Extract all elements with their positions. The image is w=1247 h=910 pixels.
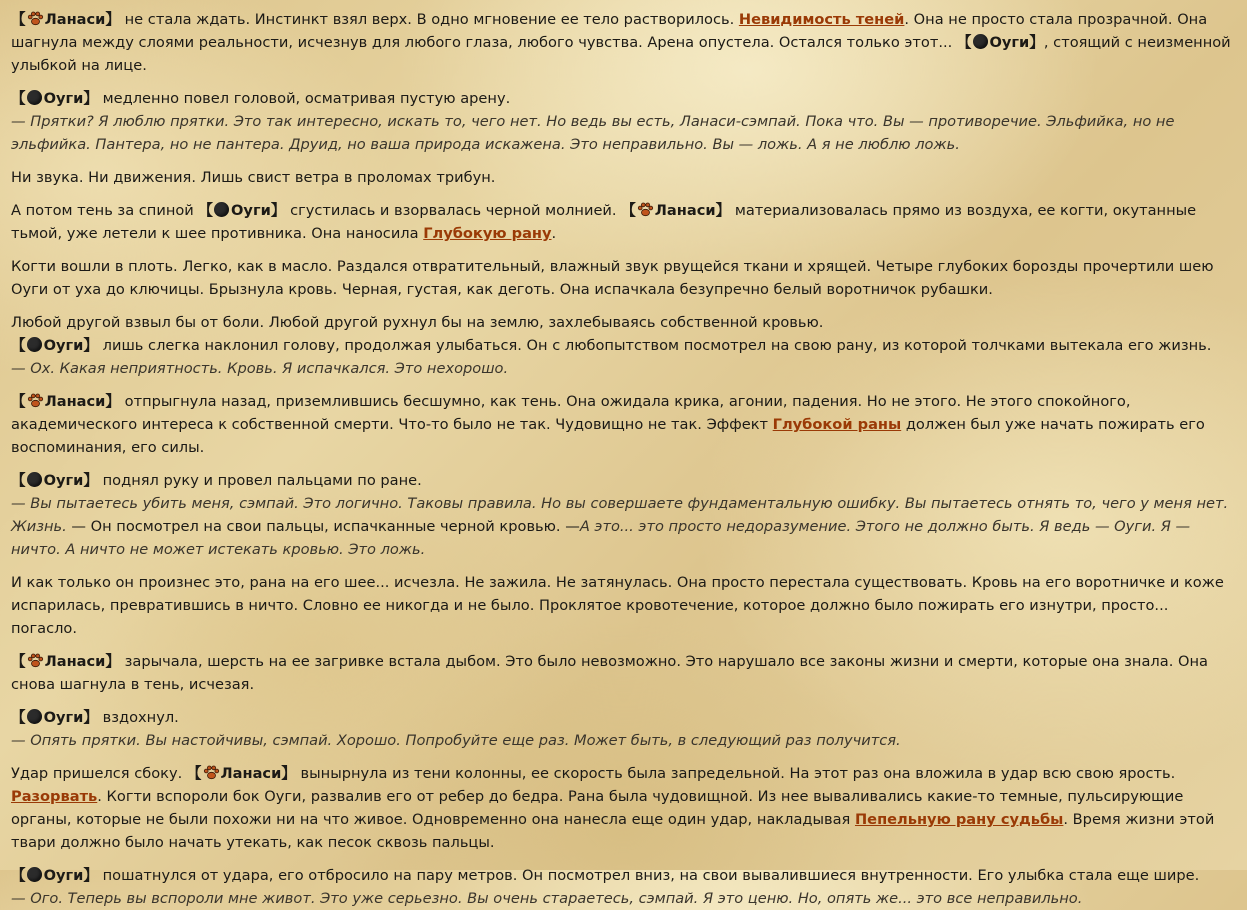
bracket-close: 】 <box>105 11 120 28</box>
narration: . Когти вспороли бок Оуги, развалив его от ребер до бедра. Рана была чудовищной. Из нее вываливались какие-то темные, пульсирующие органы, которые не были похожи ни на что живое. Одновременно она нанесла еще один удар, накладывая <box>11 788 1184 828</box>
black-orb-icon <box>973 34 988 49</box>
character-name: Оуги <box>43 709 84 726</box>
character-name: Оуги <box>43 337 84 354</box>
character-name: Ланаси <box>44 393 106 410</box>
character-tag-lanasi[interactable] <box>11 393 120 410</box>
bracket-close: 】 <box>83 867 98 884</box>
bracket-open: 【 <box>11 11 26 28</box>
dialogue: — Вы пытаетесь убить меня, сэмпай. Это логично. Таковы правила. Но вы совершаете фундаментальную ошибку. Вы пытаетесь отнять то, чего у меня нет. Жизнь. <box>11 495 1229 535</box>
narration: Любой другой взвыл бы от боли. Любой другой рухнул бы на землю, захлебываясь собственной кровью. <box>11 314 824 331</box>
bracket-close: 】 <box>1029 34 1044 51</box>
character-name: Ланаси <box>220 765 282 782</box>
narration: лишь слегка наклонил голову, продолжая улыбаться. Он с любопытством посмотрел на свою рану, из которой толчками вытекала его жизнь. <box>102 337 1212 354</box>
character-name: Ланаси <box>654 202 716 219</box>
bracket-open: 【 <box>11 709 26 726</box>
paragraph <box>11 311 1237 380</box>
bracket-open: 【 <box>186 765 202 782</box>
dialogue: — Прятки? Я люблю прятки. Это так интересно, искать то, чего нет. Но ведь вы есть, Ланаси-сэмпай. Пока что. Вы — противоречие. Эльфийка, но не эльфийка. Пантера, но не пантера. Друид, но ваша природа искажена. Это неправильно. Вы — ложь. А я не люблю ложь. <box>11 113 1175 153</box>
paw-icon <box>27 10 44 25</box>
black-orb-icon <box>214 202 229 217</box>
dialogue: А это... это просто недоразумение. Этого не должно быть. Я ведь — Оуги. Я — ничто. А ничто не может истекать кровью. Это ложь. <box>11 518 1191 558</box>
character-tag-lanasi[interactable] <box>11 653 120 670</box>
narration: . <box>551 225 557 242</box>
paragraph <box>11 571 1237 640</box>
bracket-close: 】 <box>715 202 731 219</box>
paragraph <box>11 864 1237 910</box>
bracket-open: 【 <box>956 34 972 51</box>
dialogue: — Ого. Теперь вы вспороли мне живот. Это уже серьезно. Вы очень стараетесь, сэмпай. Я это ценю. Но, опять же... это все неправильно. <box>11 890 1083 907</box>
character-tag-ougi[interactable] <box>11 90 98 107</box>
bracket-close: 】 <box>83 709 98 726</box>
narration: — Он посмотрел на свои пальцы, испачканные черной кровью. — <box>71 518 580 535</box>
character-name: Оуги <box>43 867 84 884</box>
character-name: Оуги <box>231 202 271 219</box>
narration: сгустилась и взорвалась черной молнией. <box>290 202 617 219</box>
bracket-open: 【 <box>621 202 636 219</box>
dialogue: — Ох. Какая неприятность. Кровь. Я испачкался. Это нехорошо. <box>11 360 509 377</box>
black-orb-icon <box>27 867 42 882</box>
narration: вынырнула из тени колонны, ее скорость была запредельной. На этот раз она вложила в удар всю свою ярость. <box>300 765 1176 782</box>
narration: должен был уже начать пожирать его воспоминания, его силы. <box>11 416 1205 456</box>
bracket-close: 】 <box>83 472 98 489</box>
bracket-open: 【 <box>11 393 26 410</box>
bracket-close: 】 <box>270 202 286 219</box>
character-tag-lanasi[interactable] <box>621 202 730 219</box>
black-orb-icon <box>27 709 42 724</box>
character-name: Оуги <box>43 90 84 107</box>
bracket-open: 【 <box>11 337 26 354</box>
narration: медленно повел головой, осматривая пустую арену. <box>102 90 511 107</box>
paw-icon <box>27 652 44 667</box>
bracket-open: 【 <box>11 653 26 670</box>
character-tag-ougi[interactable] <box>198 202 285 219</box>
narration: Ни звука. Ни движения. Лишь свист ветра в проломах трибун. <box>11 169 496 186</box>
narration: пошатнулся от удара, его отбросило на пару метров. Он посмотрел вниз, на свои вывалившиеся внутренности. Его улыбка стала еще шире. <box>102 867 1200 884</box>
paw-icon <box>203 764 220 779</box>
character-name: Ланаси <box>44 11 106 28</box>
black-orb-icon <box>27 472 42 487</box>
character-name: Оуги <box>989 34 1030 51</box>
narration: И как только он произнес это, рана на его шее... исчезла. Не зажила. Не затянулась. Она просто перестала существовать. Кровь на его воротничке и коже испарилась, превратившись в ничто. Словно ее никогда и не было. Проклятое кровотечение, которое должно было пожирать его изнутри, просто... погасло. <box>11 574 1224 637</box>
bracket-open: 【 <box>11 472 26 489</box>
paragraph <box>11 8 1237 77</box>
paragraph <box>11 650 1237 696</box>
skill-link[interactable]: Глубокую рану <box>423 225 552 242</box>
character-tag-lanasi[interactable] <box>187 765 296 782</box>
bracket-open: 【 <box>11 867 26 884</box>
character-name: Оуги <box>43 472 84 489</box>
character-tag-ougi[interactable] <box>11 472 98 489</box>
narration: зарычала, шерсть на ее загривке встала дыбом. Это было невозможно. Это нарушало все законы жизни и смерти, которые она знала. Она снова шагнула в тень, исчезая. <box>11 653 1208 693</box>
paw-icon <box>27 392 44 407</box>
narration: . Время жизни этой твари должно было начать утекать, как песок сквозь пальцы. <box>11 811 1215 851</box>
paragraph <box>11 87 1237 156</box>
dialogue: — Опять прятки. Вы настойчивы, сэмпай. Хорошо. Попробуйте еще раз. Может быть, в следующий раз получится. <box>11 732 901 749</box>
bracket-close: 】 <box>105 653 120 670</box>
paragraph <box>11 166 1237 189</box>
paragraph <box>11 469 1237 561</box>
narration: поднял руку и провел пальцами по ране. <box>102 472 422 489</box>
paragraph <box>11 706 1237 752</box>
character-tag-ougi[interactable] <box>11 709 98 726</box>
paragraph <box>11 390 1237 459</box>
narration: Удар пришелся сбоку. <box>11 765 183 782</box>
bracket-close: 】 <box>83 337 98 354</box>
bracket-open: 【 <box>198 202 214 219</box>
black-orb-icon <box>27 337 42 352</box>
character-name: Ланаси <box>44 653 106 670</box>
bracket-close: 】 <box>83 90 98 107</box>
character-tag-ougi[interactable] <box>11 337 98 354</box>
character-tag-lanasi[interactable] <box>11 11 120 28</box>
skill-link[interactable]: Глубокой раны <box>772 416 902 433</box>
narration: не стала ждать. Инстинкт взял верх. В одно мгновение ее тело растворилось. <box>124 11 735 28</box>
paw-icon <box>637 201 654 216</box>
black-orb-icon <box>27 90 42 105</box>
narration: . Она не просто стала прозрачной. Она шагнула между слоями реальности, исчезнув для любого глаза, любого чувства. Арена опустела. Остался только этот... <box>11 11 1208 51</box>
bracket-open: 【 <box>11 90 26 107</box>
skill-link[interactable]: Невидимость теней <box>738 11 905 28</box>
narration: Когти вошли в плоть. Легко, как в масло. Раздался отвратительный, влажный звук рвущейся ткани и хрящей. Четыре глубоких борозды прочертили шею Оуги от уха до ключицы. Брызнула кровь. Черная, густая, как деготь. Она испачкала безупречно белый воротничок рубашки. <box>11 258 1214 298</box>
narration: материализовалась прямо из воздуха, ее когти, окутанные тьмой, уже летели к шее противника. Она наносила <box>11 202 1197 242</box>
bracket-close: 】 <box>281 765 296 782</box>
paragraph <box>11 255 1237 301</box>
skill-link[interactable]: Пепельную рану судьбы <box>854 811 1064 828</box>
paragraph <box>11 199 1237 245</box>
narration: вздохнул. <box>102 709 179 726</box>
skill-link[interactable]: Разорвать <box>11 788 98 805</box>
narration: А потом тень за спиной <box>11 202 194 219</box>
bracket-close: 】 <box>105 393 120 410</box>
narration: , стоящий с неизменной улыбкой на лице. <box>11 34 1231 74</box>
character-tag-ougi[interactable] <box>957 34 1044 51</box>
paragraph <box>11 762 1237 854</box>
narration: отпрыгнула назад, приземлившись бесшумно, как тень. Она ожидала крика, агонии, падения. Но не этого. Не этого спокойного, академического интереса к собственной смерти. Что-то было не так. Чудовищно не так. Эффект <box>11 393 1131 433</box>
